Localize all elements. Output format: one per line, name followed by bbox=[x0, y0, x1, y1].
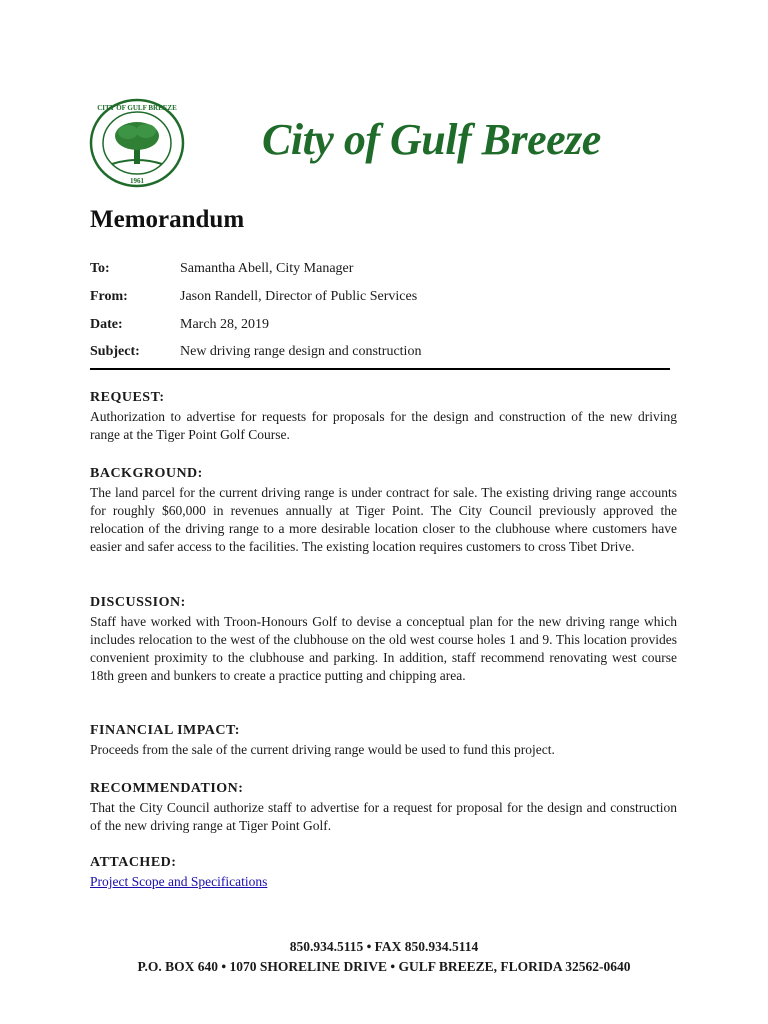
section-body: Proceeds from the sale of the current driving range would be used to fund this project. bbox=[90, 742, 555, 757]
section-body: Staff have worked with Troon-Honours Golf to devise a conceptual plan for the new driving range which includes relocation to the west of the clubhouse on the old west course holes 1 and 9. This location provides convenient proximity to the clubhouse and parking. In addition, staff recommend renovating west course 18th green and bunkers to create a practice putting and chipping area. bbox=[90, 614, 677, 683]
field-value: Samantha Abell, City Manager bbox=[180, 261, 354, 276]
section-heading: REQUEST: bbox=[90, 390, 165, 405]
city-name-logo: City of Gulf Breeze bbox=[262, 115, 601, 164]
svg-text:1961: 1961 bbox=[130, 177, 144, 185]
header-divider bbox=[90, 368, 670, 370]
section-request bbox=[90, 389, 677, 444]
section-background bbox=[90, 465, 677, 556]
field-value: March 28, 2019 bbox=[180, 317, 270, 332]
section-body: That the City Council authorize staff to advertise for a request for proposal for the design and construction of the new driving range at Tiger Point Golf. bbox=[90, 800, 677, 833]
section-heading: RECOMMENDATION: bbox=[90, 781, 244, 796]
section-recommendation bbox=[90, 780, 677, 835]
section-heading: DISCUSSION: bbox=[90, 595, 186, 610]
section-body: Authorization to advertise for requests for proposals for the design and construction of the new driving range at the Tiger Point Golf Course. bbox=[90, 409, 677, 442]
project-scope-link[interactable]: Project Scope and Specifications bbox=[90, 874, 268, 889]
footer-phone: 850.934.5115 • FAX 850.934.5114 bbox=[289, 939, 479, 954]
section-discussion bbox=[90, 594, 677, 685]
section-body: The land parcel for the current driving range is under contract for sale. The existing driving range accounts for roughly $60,000 in revenues annually at Tiger Point. The City Council previously approved the relocation of the driving range to a more desirable location closer to the clubhouse where customers have easier and safer access to the facilities. The existing location requires customers to cross Tibet Drive. bbox=[90, 485, 677, 554]
city-seal-logo bbox=[88, 98, 186, 188]
seal-icon bbox=[88, 98, 186, 188]
field-label: From: bbox=[90, 289, 128, 304]
svg-text:CITY OF GULF BREEZE: CITY OF GULF BREEZE bbox=[97, 104, 177, 112]
footer-address: P.O. BOX 640 • 1070 SHORELINE DRIVE • GULF BREEZE, FLORIDA 32562-0640 bbox=[137, 959, 631, 974]
field-label: Date: bbox=[90, 317, 123, 332]
field-label: Subject: bbox=[90, 344, 140, 359]
section-heading: BACKGROUND: bbox=[90, 466, 203, 481]
section-heading: FINANCIAL IMPACT: bbox=[90, 723, 240, 738]
field-value: Jason Randell, Director of Public Services bbox=[180, 289, 418, 304]
field-label: To: bbox=[90, 261, 110, 276]
field-value: New driving range design and construction bbox=[180, 344, 422, 359]
section-financial-impact bbox=[90, 722, 677, 759]
section-attached bbox=[90, 854, 677, 891]
section-heading: ATTACHED: bbox=[90, 855, 177, 870]
memo-title: Memorandum bbox=[90, 206, 245, 233]
